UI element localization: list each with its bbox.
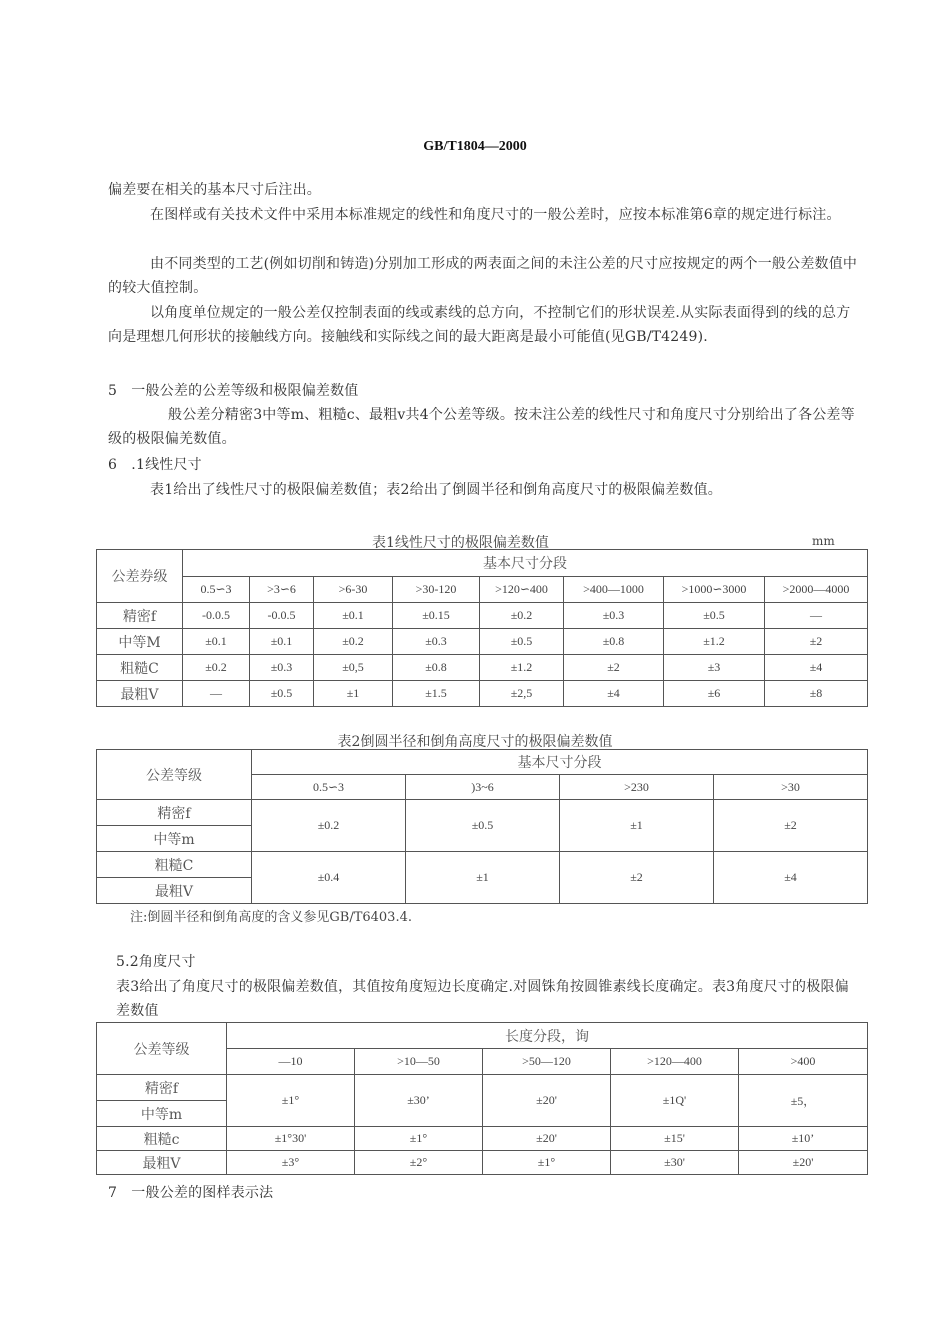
table1-cell: ±0.2 xyxy=(183,655,250,681)
table1-cell: ±0.8 xyxy=(393,655,480,681)
table3-cell: ±20' xyxy=(483,1075,611,1127)
document-header: GB/T1804—2000 xyxy=(423,139,527,154)
table1 xyxy=(96,549,868,707)
table1-range-header: 基本尺寸分段 xyxy=(183,550,868,577)
table3-cell: ±15' xyxy=(611,1127,739,1151)
paragraph-4: 以角度单位规定的一般公差仅控制表面的线或素线的总方向，不控制它们的形状误差.从实际表面得到的线的总方向是理想几何形状的接触线方向。接触线和实际线之间的最大距离是最小可能值(见GB/T4249). xyxy=(108,305,851,345)
table3-col-header: >10—50 xyxy=(355,1049,483,1075)
table2-cell: ±0.2 xyxy=(252,800,406,852)
table3-grade: 最粗V xyxy=(97,1151,227,1175)
paragraph-1: 偏差要在相关的基本尺寸后注出。 xyxy=(108,182,321,198)
table1-grade-header: 公差券级 xyxy=(97,550,183,603)
table1-cell: ±0.5 xyxy=(480,629,564,655)
table1-col-header: >3∽6 xyxy=(250,577,314,603)
table1-cell: ±1.2 xyxy=(480,655,564,681)
paragraph-7: 表3给出了角度尺寸的极限偏差数值，其值按角度短边长度确定.对圆铢角按圆锥素线长度确定。表3角度尺寸的极限偏差数值 xyxy=(116,979,849,1019)
table1-grade: 精密f xyxy=(97,603,183,629)
table1-cell: ±0.3 xyxy=(393,629,480,655)
section-7-heading: 7 一般公差的图样表示法 xyxy=(108,1185,274,1201)
table2-grade: 最粗V xyxy=(97,878,252,904)
table1-row xyxy=(97,681,868,707)
table3-col-header: >400 xyxy=(739,1049,868,1075)
table3-cell: ±1° xyxy=(483,1151,611,1175)
table1-cell: ±0.5 xyxy=(250,681,314,707)
table1-cell: ±8 xyxy=(765,681,868,707)
table1-col-header: >30-120 xyxy=(393,577,480,603)
table1-cell: ±0.5 xyxy=(664,603,765,629)
table1-col-header: >6-30 xyxy=(314,577,393,603)
table1-cell: ±1.2 xyxy=(664,629,765,655)
table3-grade: 粗糙c xyxy=(97,1127,227,1151)
table2-range-header: 基本尺寸分段 xyxy=(252,750,868,775)
table1-grade: 最粗V xyxy=(97,681,183,707)
table1-cell: ±0.3 xyxy=(564,603,664,629)
table3-cell: ±30' xyxy=(611,1151,739,1175)
table3-cell: ±2° xyxy=(355,1151,483,1175)
table1-cell: ±2 xyxy=(564,655,664,681)
table3-cell: ±20' xyxy=(483,1127,611,1151)
table1-cell: ±0.1 xyxy=(314,603,393,629)
table3-col-header: —10 xyxy=(227,1049,355,1075)
table1-cell: ±1.5 xyxy=(393,681,480,707)
table3-col-header: >120—400 xyxy=(611,1049,739,1075)
table2-col-header: )3~6 xyxy=(406,775,560,800)
table1-cell: ±0.1 xyxy=(250,629,314,655)
table3 xyxy=(96,1022,868,1175)
table2-grade: 中等m xyxy=(97,826,252,852)
table1-cell: ±4 xyxy=(765,655,868,681)
table1-cell: ±1 xyxy=(314,681,393,707)
table3-cell: ±20' xyxy=(739,1151,868,1175)
table3-cell: ±5， xyxy=(739,1075,868,1127)
table1-cell: — xyxy=(183,681,250,707)
table2-cell: ±2 xyxy=(560,852,714,904)
table1-col-header: 0.5∽3 xyxy=(183,577,250,603)
table2-col-header: 0.5∽3 xyxy=(252,775,406,800)
table3-cell: ±10’ xyxy=(739,1127,868,1151)
table3-cell: ±30’ xyxy=(355,1075,483,1127)
table2-cell: ±0.5 xyxy=(406,800,560,852)
table2-grade-header: 公差等级 xyxy=(97,750,252,800)
table1-cell: ±0.2 xyxy=(314,629,393,655)
paragraph-6: 表1给出了线性尺寸的极限偏差数值；表2给出了倒圆半径和倒角高度尺寸的极限偏差数值。 xyxy=(150,482,723,498)
table2-col-header: >230 xyxy=(560,775,714,800)
table1-cell: ±0.8 xyxy=(564,629,664,655)
table2-note: 注:倒圆半径和倒角高度的含义参见GB/T6403.4. xyxy=(130,910,412,925)
table1-cell: — xyxy=(765,603,868,629)
table1-cell: ±2,5 xyxy=(480,681,564,707)
table1-caption: 表1线性尺寸的极限偏差数值 xyxy=(372,535,549,551)
table2-caption: 表2倒圆半径和倒角高度尺寸的极限偏差数值 xyxy=(337,734,613,750)
table1-cell: ±0.15 xyxy=(393,603,480,629)
section-6-1-heading: 6 .1线性尺寸 xyxy=(108,457,202,473)
table1-cell: ±6 xyxy=(664,681,765,707)
table1-col-header: >2000—4000 xyxy=(765,577,868,603)
table2-cell: ±0.4 xyxy=(252,852,406,904)
table2-cell: ±4 xyxy=(714,852,868,904)
table2-grade: 精密f xyxy=(97,800,252,826)
section-5-2-heading: 5.2角度尺寸 xyxy=(116,954,196,970)
table1-cell: ±3 xyxy=(664,655,765,681)
paragraph-3: 由不同类型的工艺(例如切削和铸造)分别加工形成的两表面之间的未注公差的尺寸应按规定的两个一般公差数值中的较大值控制。 xyxy=(108,256,858,296)
table1-cell: ±0.2 xyxy=(480,603,564,629)
table3-cell: ±3° xyxy=(227,1151,355,1175)
table3-col-header: >50—120 xyxy=(483,1049,611,1075)
section-5-heading: 5 一般公差的公差等级和极限偏差数值 xyxy=(108,383,359,399)
paragraph-5: 般公差分精密3中等m、粗糙c、最粗v共4个公差等级。按未注公差的线性尺寸和角度尺寸分别给出了各公差等级的极限偏羌数值。 xyxy=(108,407,855,447)
table2-grade: 粗糙C xyxy=(97,852,252,878)
table1-col-header: >120∽400 xyxy=(480,577,564,603)
table2-cell: ±1 xyxy=(406,852,560,904)
table1-cell: ±2 xyxy=(765,629,868,655)
table2-cell: ±1 xyxy=(560,800,714,852)
table3-grade-header: 公差等级 xyxy=(97,1023,227,1075)
table2-col-header: >30 xyxy=(714,775,868,800)
table1-col-header: >1000∽3000 xyxy=(664,577,765,603)
table2 xyxy=(96,749,868,904)
table1-cell: ±4 xyxy=(564,681,664,707)
table3-range-header: 长度分段，询 xyxy=(227,1023,868,1049)
table1-cell: ±0.3 xyxy=(250,655,314,681)
table1-grade: 中等M xyxy=(97,629,183,655)
table3-cell: ±1° xyxy=(355,1127,483,1151)
table1-row xyxy=(97,629,868,655)
table1-grade: 粗糙C xyxy=(97,655,183,681)
table2-cell: ±2 xyxy=(714,800,868,852)
table1-row xyxy=(97,603,868,629)
table1-cell: -0.0.5 xyxy=(183,603,250,629)
table1-unit: mm xyxy=(812,534,835,548)
table1-row xyxy=(97,655,868,681)
table1-cell: ±0.1 xyxy=(183,629,250,655)
table1-col-header: >400—1000 xyxy=(564,577,664,603)
paragraph-2: 在图样或有关技术文件中采用本标准规定的线性和角度尺寸的一般公差时，应按本标准第6章的规定进行标注。 xyxy=(150,207,841,223)
table3-cell: ±1Q' xyxy=(611,1075,739,1127)
table1-cell: ±0,5 xyxy=(314,655,393,681)
table3-cell: ±1°30' xyxy=(227,1127,355,1151)
table3-cell: ±1° xyxy=(227,1075,355,1127)
table3-grade: 中等m xyxy=(97,1101,227,1127)
table3-grade: 精密f xyxy=(97,1075,227,1101)
table1-cell: -0.0.5 xyxy=(250,603,314,629)
